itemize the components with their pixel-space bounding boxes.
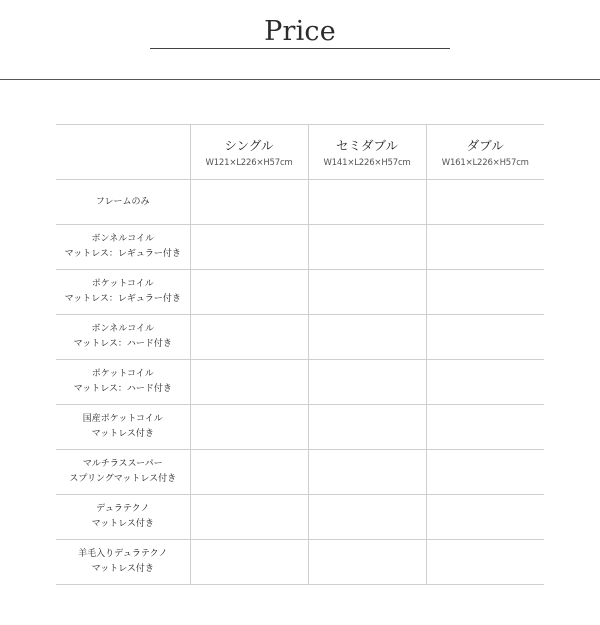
- price-cell-single: [190, 315, 308, 360]
- title-underline: [150, 48, 450, 49]
- row-label-line1: ボンネルコイル: [91, 234, 154, 244]
- price-cell-single: [190, 540, 308, 585]
- column-dimensions: W161×L226×H57cm: [441, 158, 529, 168]
- table-row: [56, 450, 544, 495]
- column-header-single: [190, 125, 308, 180]
- row-label: [56, 450, 190, 495]
- row-label-line1: ポケットコイル: [91, 369, 154, 379]
- column-name: シングル: [224, 138, 274, 153]
- price-cell-single: [190, 405, 308, 450]
- row-label-line1: 羊毛入りデュラテクノ: [78, 549, 168, 559]
- row-label: [56, 180, 190, 225]
- row-label: [56, 495, 190, 540]
- price-cell-double: [426, 495, 544, 540]
- row-label-line1: マルチラススーパー: [82, 459, 163, 469]
- table-row: [56, 225, 544, 270]
- price-cell-semi-double: [308, 180, 426, 225]
- table-row: [56, 405, 544, 450]
- row-label: [56, 360, 190, 405]
- row-label-line1: ポケットコイル: [91, 279, 154, 289]
- price-cell-single: [190, 495, 308, 540]
- price-cell-semi-double: [308, 360, 426, 405]
- price-cell-double: [426, 450, 544, 495]
- table-row: [56, 540, 544, 585]
- row-label-line2: マットレス：レギュラー付き: [64, 249, 181, 259]
- price-table: [56, 124, 544, 585]
- price-cell-single: [190, 360, 308, 405]
- price-cell-double: [426, 270, 544, 315]
- row-label: [56, 270, 190, 315]
- price-cell-single: [190, 225, 308, 270]
- row-label-line1: フレームのみ: [95, 196, 150, 207]
- table-row: [56, 180, 544, 225]
- corner-cell: [56, 125, 190, 180]
- column-dimensions: W141×L226×H57cm: [323, 158, 411, 168]
- column-name: セミダブル: [335, 138, 398, 153]
- row-label-line1: ボンネルコイル: [91, 324, 154, 334]
- price-cell-semi-double: [308, 495, 426, 540]
- row-label-line2: マットレス付き: [91, 564, 154, 574]
- price-cell-double: [426, 360, 544, 405]
- price-cell-single: [190, 180, 308, 225]
- header-divider: [0, 79, 600, 80]
- table-row: [56, 360, 544, 405]
- price-cell-semi-double: [308, 450, 426, 495]
- table-row: [56, 495, 544, 540]
- price-cell-semi-double: [308, 405, 426, 450]
- row-label-line2: マットレス付き: [91, 429, 154, 439]
- row-label-line2: マットレス：ハード付き: [73, 339, 172, 349]
- column-dimensions: W121×L226×H57cm: [205, 158, 293, 168]
- price-cell-single: [190, 270, 308, 315]
- price-cell-double: [426, 540, 544, 585]
- row-label: [56, 315, 190, 360]
- row-label-line2: マットレス付き: [91, 519, 154, 529]
- row-label-line2: マットレス：ハード付き: [73, 384, 172, 394]
- table-row: [56, 315, 544, 360]
- price-cell-double: [426, 180, 544, 225]
- column-name: ダブル: [466, 138, 504, 153]
- row-label-line2: スプリングマットレス付き: [69, 474, 177, 484]
- row-label-line1: 国産ポケットコイル: [82, 414, 163, 424]
- row-label: [56, 540, 190, 585]
- row-label-line2: マットレス：レギュラー付き: [64, 294, 181, 304]
- row-label: [56, 225, 190, 270]
- table-header-row: [56, 125, 544, 180]
- price-cell-semi-double: [308, 315, 426, 360]
- page-title: Price: [264, 16, 336, 47]
- price-cell-double: [426, 315, 544, 360]
- price-cell-double: [426, 405, 544, 450]
- price-cell-semi-double: [308, 225, 426, 270]
- price-cell-semi-double: [308, 270, 426, 315]
- row-label-line1: デュラテクノ: [96, 504, 150, 514]
- price-cell-semi-double: [308, 540, 426, 585]
- table-row: [56, 270, 544, 315]
- row-label: [56, 405, 190, 450]
- price-cell-double: [426, 225, 544, 270]
- column-header-semi-double: [308, 125, 426, 180]
- price-cell-single: [190, 450, 308, 495]
- column-header-double: [426, 125, 544, 180]
